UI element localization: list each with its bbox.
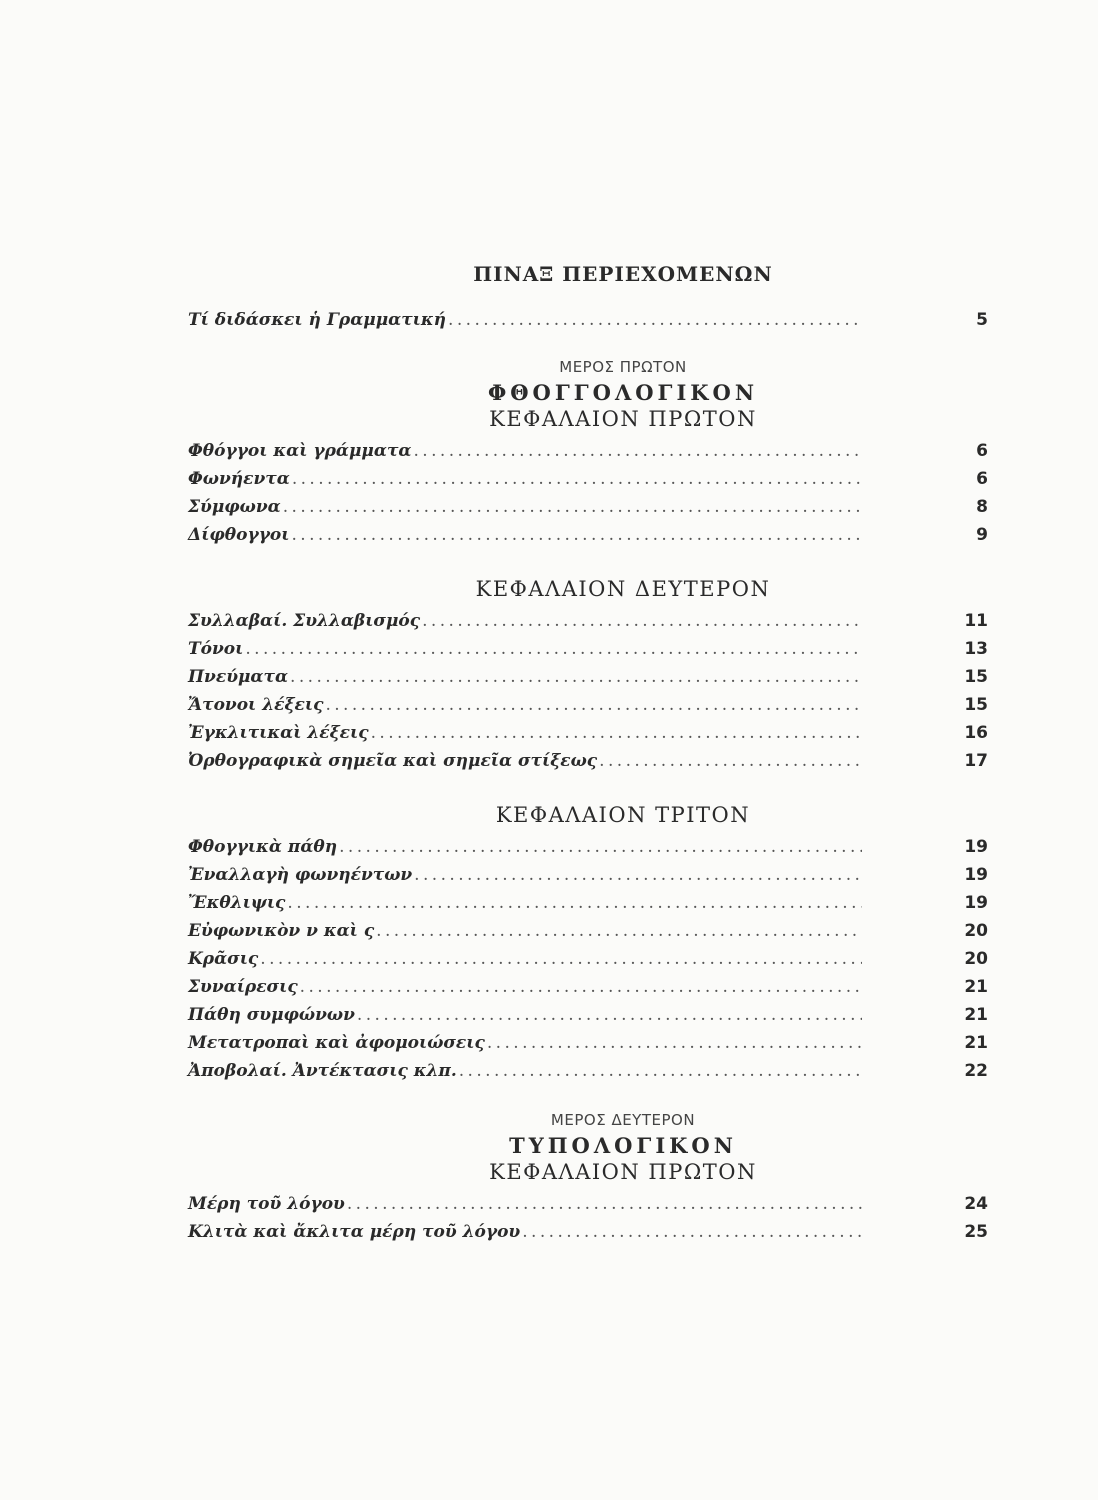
toc-entry[interactable] <box>188 1222 988 1250</box>
part-label: ΜΕΡΟΣ ΠΡΩΤΟΝ <box>559 358 687 376</box>
toc-entry[interactable] <box>188 611 988 639</box>
toc-entry[interactable] <box>188 921 988 949</box>
dot-leader <box>300 977 862 997</box>
toc-entry[interactable] <box>188 667 988 695</box>
dot-leader <box>292 525 863 545</box>
toc-entry-page: 21 <box>964 1005 988 1025</box>
toc-entry-intro[interactable] <box>188 310 988 338</box>
toc-entry-title: Πνεύματα <box>188 667 289 687</box>
dot-leader <box>260 949 862 969</box>
toc-entry[interactable] <box>188 497 988 525</box>
toc-entry-page: 9 <box>976 525 988 545</box>
dot-leader <box>459 1061 862 1081</box>
dot-leader <box>413 441 862 461</box>
dot-leader <box>376 921 862 941</box>
toc-entry-page: 11 <box>964 611 988 631</box>
dot-leader <box>414 865 862 885</box>
toc-entry-page: 21 <box>964 977 988 997</box>
dot-leader <box>487 1033 862 1053</box>
toc-entry-page: 22 <box>964 1061 988 1081</box>
toc-entry[interactable] <box>188 1033 988 1061</box>
toc-entry-page: 21 <box>964 1033 988 1053</box>
toc-entry[interactable] <box>188 837 988 865</box>
toc-entry[interactable] <box>188 949 988 977</box>
toc-entry[interactable] <box>188 977 988 1005</box>
toc-entry-title: Μετατροπαὶ καὶ ἀφομοιώσεις <box>188 1033 485 1053</box>
toc-entry[interactable] <box>188 441 988 469</box>
dot-leader <box>422 611 862 631</box>
chapter-title: ΚΕΦΑΛΑΙΟΝ ΤΡΙΤΟΝ <box>495 803 751 827</box>
toc-entry-title: Ἐναλλαγὴ φωνηέντων <box>188 865 413 885</box>
toc-entry[interactable] <box>188 695 988 723</box>
toc-entry-title: Κλιτὰ καὶ ἄκλιτα μέρη τοῦ λόγου <box>188 1222 521 1242</box>
toc-entry-title: Κρᾶσις <box>188 949 259 969</box>
toc-entry-page: 16 <box>964 723 988 743</box>
toc-entry[interactable] <box>188 723 988 751</box>
dot-leader <box>522 1222 862 1242</box>
toc-entry-page: 24 <box>964 1194 988 1214</box>
toc-entry-title: Φθόγγοι καὶ γράμματα <box>188 441 412 461</box>
toc-entry-page: 20 <box>964 949 988 969</box>
toc-entry-title: Δίφθογγοι <box>188 525 290 545</box>
toc-entry-title: Φθογγικὰ πάθη <box>188 837 338 857</box>
toc-entry-page: 13 <box>964 639 988 659</box>
dot-leader <box>339 837 862 857</box>
dot-leader <box>371 723 862 743</box>
toc-entry-page: 15 <box>964 695 988 715</box>
part-label: ΜΕΡΟΣ ΔΕΥΤΕΡΟΝ <box>550 1111 696 1129</box>
toc-entry-title: Φωνήεντα <box>188 469 290 489</box>
toc-entry[interactable] <box>188 1005 988 1033</box>
toc-entry-page: 8 <box>976 497 988 517</box>
toc-entry-page: 5 <box>976 310 988 330</box>
toc-entry[interactable] <box>188 1194 988 1222</box>
toc-entry-page: 19 <box>964 893 988 913</box>
toc-entry-title: Τί διδάσκει ἡ Γραμματική <box>188 310 447 330</box>
toc-entry-page: 6 <box>976 441 988 461</box>
toc-entry[interactable] <box>188 751 988 779</box>
dot-leader <box>347 1194 862 1214</box>
chapter-title: ΚΕΦΑΛΑΙΟΝ ΠΡΩΤΟΝ <box>489 407 757 431</box>
toc-entry[interactable] <box>188 893 988 921</box>
toc-entry-title: Ἄτονοι λέξεις <box>188 695 324 715</box>
dot-leader <box>287 893 862 913</box>
toc-entry-title: Συναίρεσις <box>188 977 298 997</box>
dot-leader <box>290 667 862 687</box>
toc-entry[interactable] <box>188 469 988 497</box>
part-title: ΦΘΟΓΓΟΛΟΓΙΚΟΝ <box>487 380 759 405</box>
table-of-contents <box>188 262 988 1250</box>
toc-entry-page: 15 <box>964 667 988 687</box>
toc-entry-title: Μέρη τοῦ λόγου <box>188 1194 345 1214</box>
chapter-title: ΚΕΦΑΛΑΙΟΝ ΔΕΥΤΕΡΟΝ <box>475 577 771 601</box>
toc-entry-title: Συλλαβαί. Συλλαβισμός <box>188 611 421 631</box>
toc-entry-title: Ἔκθλιψις <box>188 893 286 913</box>
toc-entry-title: Ἐγκλιτικαὶ λέξεις <box>188 723 369 743</box>
toc-entry-title: Τόνοι <box>188 639 244 659</box>
dot-leader <box>599 751 862 771</box>
dot-leader <box>283 497 862 517</box>
toc-entry-title: Ἀποβολαί. Ἀντέκτασις κλπ. <box>188 1061 457 1081</box>
toc-entry-title: Ὀρθογραφικὰ σημεῖα καὶ σημεῖα στίξεως <box>188 751 598 771</box>
toc-entry-title: Σύμφωνα <box>188 497 281 517</box>
dot-leader <box>357 1005 862 1025</box>
part-title: ΤΥΠΟΛΟΓΙΚΟΝ <box>509 1133 737 1158</box>
toc-entry-page: 19 <box>964 865 988 885</box>
toc-entry-title: Πάθη συμφώνων <box>188 1005 355 1025</box>
toc-entry-page: 20 <box>964 921 988 941</box>
dot-leader <box>325 695 862 715</box>
toc-entry-page: 6 <box>976 469 988 489</box>
toc-entry[interactable] <box>188 639 988 667</box>
page-title: ΠΙΝΑΞ ΠΕΡΙΕΧΟΜΕΝΩΝ <box>473 262 773 286</box>
dot-leader <box>292 469 862 489</box>
toc-entry[interactable] <box>188 865 988 893</box>
toc-entry-page: 17 <box>964 751 988 771</box>
toc-entry-page: 19 <box>964 837 988 857</box>
toc-entry[interactable] <box>188 1061 988 1089</box>
toc-entry-title: Εὐφωνικὸν ν καὶ ς <box>188 921 375 941</box>
dot-leader <box>448 310 862 330</box>
toc-entry[interactable] <box>188 525 988 553</box>
chapter-title: ΚΕΦΑΛΑΙΟΝ ΠΡΩΤΟΝ <box>489 1160 757 1184</box>
toc-entry-page: 25 <box>964 1222 988 1242</box>
dot-leader <box>245 639 862 659</box>
